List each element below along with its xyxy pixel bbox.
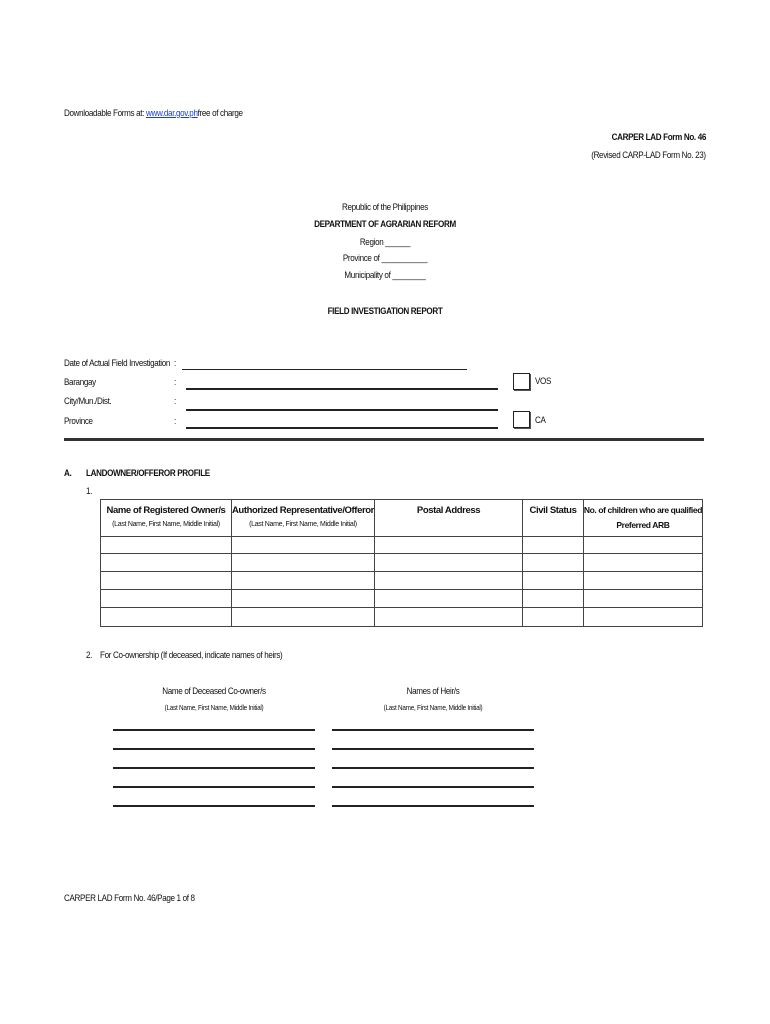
table-cell[interactable] (583, 572, 702, 590)
field-colon: : (174, 416, 176, 427)
download-suffix: free of charge (197, 108, 243, 119)
table-cell[interactable] (523, 537, 584, 554)
date-input-line[interactable] (182, 369, 467, 370)
barangay-input-line[interactable] (186, 388, 498, 390)
field-colon: : (174, 396, 176, 407)
section-a-letter: A. (64, 468, 72, 479)
owner-table (100, 499, 703, 627)
table-cell[interactable] (231, 554, 374, 572)
province-input-line[interactable] (186, 427, 498, 429)
table-row (101, 537, 703, 554)
heirs-subheader: (Last Name, First Name, Middle Initial) (383, 703, 483, 712)
table-row (101, 608, 703, 627)
coowner-header: Name of Deceased Co-owner/s (162, 686, 266, 697)
table-cell[interactable] (583, 590, 702, 608)
item-2-text: For Co-ownership (If deceased, indicate names of heirs) (100, 650, 283, 661)
table-cell[interactable] (583, 537, 702, 554)
table-cell[interactable] (101, 537, 232, 554)
table-cell[interactable] (523, 554, 584, 572)
table-cell[interactable] (374, 554, 522, 572)
table-cell[interactable] (231, 608, 374, 627)
field-label-barangay: Barangay (64, 377, 96, 388)
department-line: DEPARTMENT OF AGRARIAN REFORM (314, 219, 456, 230)
section-divider (64, 438, 704, 441)
table-cell[interactable] (583, 554, 702, 572)
city-input-line[interactable] (186, 409, 498, 411)
table-row (101, 554, 703, 572)
item-2-number: 2. (86, 650, 93, 661)
coowner-subheader: (Last Name, First Name, Middle Initial) (164, 703, 264, 712)
table-cell[interactable] (583, 608, 702, 627)
vos-label: VOS (535, 376, 552, 387)
heir-line[interactable] (332, 767, 534, 769)
table-cell[interactable] (101, 608, 232, 627)
republic-line: Republic of the Philippines (342, 202, 428, 213)
table-row (101, 590, 703, 608)
coowner-line[interactable] (113, 786, 315, 788)
download-note (64, 108, 243, 119)
ca-checkbox[interactable] (513, 411, 530, 428)
download-link[interactable]: www.dar.gov.ph (145, 108, 198, 119)
section-a-title: LANDOWNER/OFFEROR PROFILE (86, 468, 210, 479)
col-civil-status: Civil Status (523, 500, 584, 537)
coowner-line[interactable] (113, 729, 315, 731)
heir-line[interactable] (332, 786, 534, 788)
coowner-line[interactable] (113, 767, 315, 769)
report-title: FIELD INVESTIGATION REPORT (327, 306, 443, 317)
col-registered-owner: Name of Registered Owner/s (Last Name, First Name, Middle Initial) (101, 500, 232, 537)
province-line: Province of ___________ (342, 253, 428, 264)
heir-line[interactable] (332, 805, 534, 807)
col-postal-address: Postal Address (374, 500, 522, 537)
table-cell[interactable] (523, 590, 584, 608)
table-cell[interactable] (374, 608, 522, 627)
owner-table-header (101, 500, 703, 537)
field-label-province: Province (64, 416, 93, 427)
form-number: CARPER LAD Form No. 46 (611, 132, 706, 143)
table-row (101, 572, 703, 590)
ca-label: CA (535, 415, 546, 426)
form-revision: (Revised CARP-LAD Form No. 23) (591, 150, 706, 161)
coowner-line[interactable] (113, 748, 315, 750)
table-cell[interactable] (231, 537, 374, 554)
field-label-date: Date of Actual Field Investigation (64, 358, 171, 369)
table-cell[interactable] (523, 608, 584, 627)
item-1-number: 1. (86, 486, 93, 497)
page-footer: CARPER LAD Form No. 46/Page 1 of 8 (64, 893, 195, 904)
table-cell[interactable] (231, 590, 374, 608)
table-cell[interactable] (101, 590, 232, 608)
heir-line[interactable] (332, 729, 534, 731)
table-cell[interactable] (231, 572, 374, 590)
field-colon: : (174, 377, 176, 388)
table-cell[interactable] (374, 572, 522, 590)
vos-checkbox[interactable] (513, 373, 530, 390)
field-label-city: City/Mun./Dist. (64, 396, 112, 407)
col-representative: Authorized Representative/Offeror (Last Name, First Name, Middle Initial) (231, 500, 374, 537)
heirs-header: Names of Heir/s (406, 686, 460, 697)
coowner-line[interactable] (113, 805, 315, 807)
table-cell[interactable] (374, 590, 522, 608)
table-cell[interactable] (101, 572, 232, 590)
col-children: No. of children who are qualified Preferred ARB (583, 500, 702, 537)
municipality-line: Municipality of ________ (344, 270, 426, 281)
download-prefix: Downloadable Forms at: (64, 108, 145, 119)
table-cell[interactable] (374, 537, 522, 554)
region-line: Region ______ (359, 237, 411, 248)
heir-line[interactable] (332, 748, 534, 750)
table-cell[interactable] (101, 554, 232, 572)
field-colon: : (174, 358, 176, 369)
table-cell[interactable] (523, 572, 584, 590)
